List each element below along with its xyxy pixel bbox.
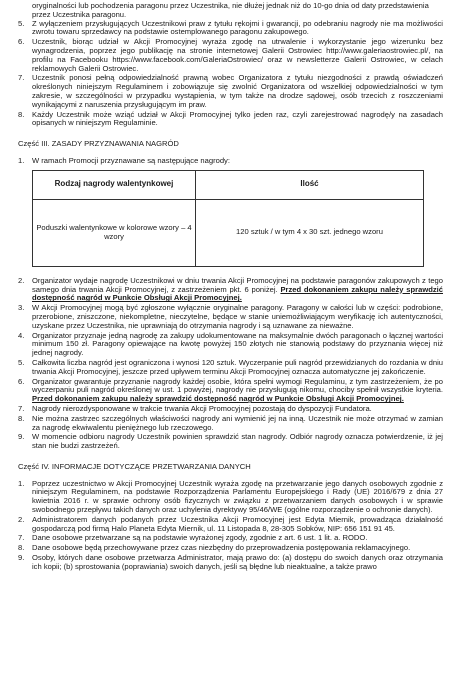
list-item (18, 111, 443, 129)
table-row (33, 199, 424, 266)
item-text: Z wyłączeniem przysługujących Uczestnikowi praw z tytułu rękojmi i gwarancji, po odebraniu nagrody nie ma możliwości zwrotu towaru sprzedawcy na podstawie ostemplowanego paragonu zakupowego. (32, 18, 443, 37)
item-number: 6. (18, 37, 25, 47)
list-item (18, 38, 443, 73)
list-item (18, 20, 443, 38)
item-number: 5. (18, 357, 25, 367)
column-header: Ilość (196, 170, 424, 199)
list-item (18, 480, 443, 515)
continued-paragraph (18, 2, 443, 20)
item-number: 4. (18, 330, 25, 340)
table-cell: 120 sztuk / w tym 4 x 30 szt. jednego wzoru (196, 199, 424, 266)
item-number: 8. (18, 543, 25, 553)
list-item (18, 534, 443, 543)
item-text: Uczestnik ponosi pełną odpowiedzialność prawną wobec Organizatora z tytułu niezgodności z prawdą oświadczeń określonych niniejszym Regulaminem i zobowiązuje się zwolnić Organizatora od wszelkiej odpowiedzialności w tym zakresie, w szczególności w przypadku wystąpienia, w tym także na drodze sądowej, osób trzecich z roszczeniami wynikającymi z naruszenia przysługującym im praw. (32, 73, 443, 109)
item-text: Organizator wydaje nagrodę Uczestnikowi w dniu trwania Akcji Promocyjnej na podstawie paragonów zakupowych z tego samego dnia trwania Akcji Promocyjnej, z zastrzeżeniem pkt. 6 poniżej. (32, 275, 443, 294)
item-number: 7. (18, 403, 25, 413)
item-text: Osoby, których dane osobowe przetwarza Administrator, mają prawo do: (a) dostępu do swoich danych oraz otrzymania ich kopii; (b) sprostowania (poprawiania) swoich danych, jeśli są błędne lub nieaktualne, a także prawo (32, 553, 443, 571)
prizes-table (32, 170, 424, 267)
item-text: Uczestnik, biorąc udział w Akcji Promocyjnej wyraża zgodę na utrwalenie i wykorzystanie jego wizerunku bez wynagrodzenia, poprzez jego publikację na stronie internetowej Galerii Ostrowiec http://www.galeriaostrowiec.pl/, na profilu na Facebooku https://www.facebook.com/GaleriaOstrowiec/ oraz w newsletterze Galerii Ostrowiec, w celach reklamowych Galerii Ostrowiec. (32, 37, 443, 73)
item-text: Całkowita liczba nagród jest ograniczona i wynosi 120 sztuk. Wyczerpanie puli nagród przewidzianych do rozdania w dniu trwania Akcji Promocyjnej, jeszcze przed upływem terminu Akcji Promocyjnej oznacza automatyczne jej zakończenie. (32, 357, 443, 376)
item-text: Każdy Uczestnik może wziąć udział w Akcji Promocyjnej tylko jeden raz, czyli zarejestrować nagrodę/y na zasadach opisanych w niniejszym Regulaminie. (32, 109, 443, 128)
section-heading: Część III. ZASADY PRZYZNAWANIA NAGRÓD (18, 139, 179, 149)
item-text: Nagrody nierozdysponowane w trakcie trwania Akcji Promocyjnej pozostają do dyspozycji Fundatora. (32, 403, 372, 413)
item-number: 5. (18, 18, 25, 28)
table-header-row (33, 170, 424, 199)
item-number: 8. (18, 109, 25, 119)
item-number: 8. (18, 413, 25, 423)
item-text: W momencie odbioru nagrody Uczestnik powinien sprawdzić stan nagrody. Odbiór nagrody oznacza potwierdzenie, iż jej stan nie budzi zastrzeżeń. (32, 432, 443, 451)
item-number: 7. (18, 533, 25, 543)
item-text-wrap (32, 378, 443, 404)
continued-line-2: przez Uczestnika paragonu. (32, 9, 127, 19)
list-item (18, 359, 443, 377)
list-item (18, 304, 443, 330)
list-item (18, 332, 443, 358)
section-heading: Część IV. INFORMACJE DOTYCZĄCE PRZETWARZANIA DANYCH (18, 461, 251, 471)
item-number: 7. (18, 73, 25, 83)
item-text: Organizator przyznaje jedną nagrodę za zakupy udokumentowane na maksymalnie dwóch paragonach o łącznej wartości minimum 150 zł. Paragony opiewające na kwotę powyżej 150 złotych nie stanowią podstawy do przyznania więcej niż jednej nagrody. (32, 330, 443, 358)
list-item (18, 378, 443, 404)
list-item (18, 157, 443, 166)
item-number: 9. (18, 432, 25, 442)
item-text: Organizator gwarantuje przyznanie nagrody każdej osobie, która spełni wymogi Regulaminu, z tym zastrzeżeniem, że po wyczerpaniu puli nagród określonej w ust. 1 powyżej, nagrody nie przysługują nikomu, chociby spełnił wszystkie kryteria. (32, 376, 443, 395)
list-item (18, 277, 443, 303)
item-text: W ramach Promocji przyznawane są następujące nagrody: (32, 155, 230, 165)
item-number: 1. (18, 478, 25, 488)
list-item (18, 554, 443, 572)
item-number: 3. (18, 303, 25, 313)
item-number: 9. (18, 553, 25, 563)
item-number: 2. (18, 275, 25, 285)
item-text: Administratorem danych podanych przez Uczestnika Akcji Promocyjnej jest Edyta Miernik, prowadząca działalność gospodarczą pod firmą Halo Planeta Edyta Miernik, ul. 11 Listopada 8, 28-305 Sobków, NIP: 656 151 91 45. (32, 514, 443, 533)
emphasis-text: Przed dokonaniem zakupu należy sprawdzić dostępność nagród w Punkcie Obsługi Akcji Promocyjnej. (32, 284, 443, 303)
item-number: 1. (18, 155, 25, 165)
emphasis-text: Przed dokonaniem zakupu należy sprawdzić dostępność nagród w Punkcie Obsługi Akcji Promocyjnej. (32, 394, 404, 404)
list-item (18, 516, 443, 534)
list-item (18, 433, 443, 451)
list-item (18, 544, 443, 553)
item-text: Nie można zastrzec szczególnych właściwości nagrody ani wymienić jej na inną. Uczestnik nie może otrzymać w zamian za nagrodę ekwiwalentu pieniężnego lub rzeczowego. (32, 413, 443, 432)
column-header: Rodzaj nagrody walentynkowej (33, 170, 196, 199)
list-item (18, 74, 443, 109)
item-text: Poprzez uczestnictwo w Akcji Promocyjnej Uczestnik wyraża zgodę na przetwarzanie jego danych osobowych zgodnie z niniejszym Regulaminem, na podstawie Rozporządzenia Parlamentu Europejskiego i Rady (UE) 2016/679 z dnia 27 kwietnia 2016 r. w sprawie ochrony osób fizycznych w związku z przetwarzaniem danych osobowych i w sprawie swobodnego przepływu takich danych oraz uchylenia dyrektywy 95/46/WE (ogólne rozporządzenie o ochronie danych). (32, 478, 443, 515)
continued-line-1: oryginalności lub pochodzenia paragonu przez Uczestnika, nie dłużej jednak niż do 10-go dnia od daty przedstawienia (32, 1, 429, 10)
list-item (18, 405, 443, 414)
list-item (18, 415, 443, 433)
item-text: W Akcji Promocyjnej mogą być zgłoszone wyłącznie oryginalne paragony. Paragony w całości lub w części: podrobione, przerobione, zniszczone, niekompletne, nieczytelne, będące w stanie uniemożliwiającym weryfikację ich autentyczności, uzyskane przez Uczestnika, nie uprawniają do otrzymania nagrody i są uznawane za nieważne. (32, 303, 443, 330)
item-text: Dane osobowe będą przechowywane przez czas niezbędny do przeprowadzenia postępowania reklamacyjnego. (32, 543, 411, 553)
table-cell: Poduszki walentynkowe w kolorowe wzory – 4 wzory (33, 199, 196, 266)
item-number: 2. (18, 514, 25, 524)
item-text: Dane osobowe przetwarzane są na podstawie wyrażonej zgody, zgodnie z art. 6 ust. 1 lit. a. RODO. (32, 533, 368, 543)
item-number: 6. (18, 376, 25, 386)
item-text-wrap (32, 277, 443, 303)
